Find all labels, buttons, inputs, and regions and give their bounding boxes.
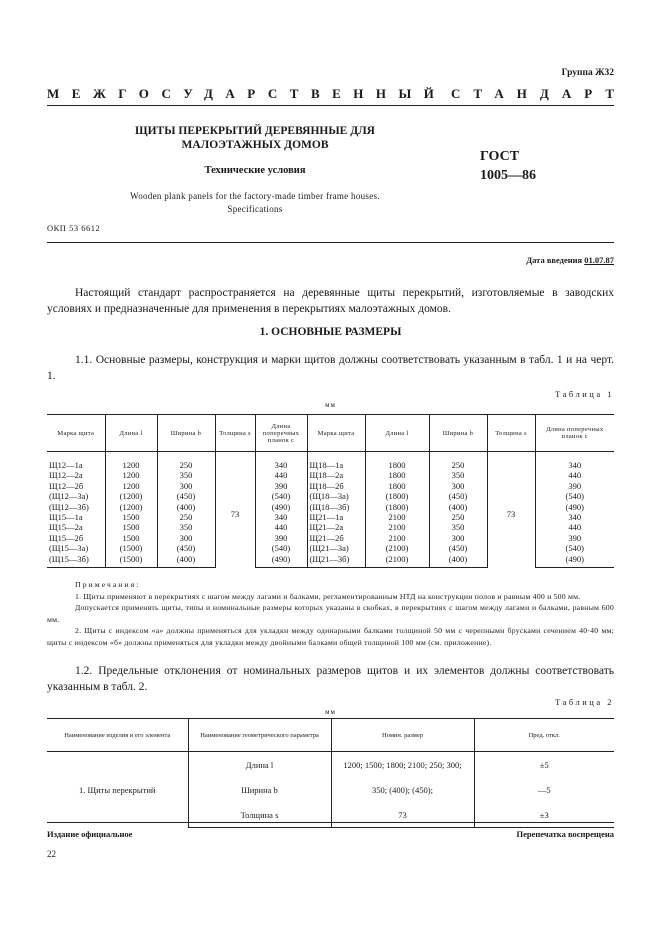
t1-header: Толщина s: [487, 415, 535, 452]
t1-length: 1200: [105, 470, 157, 480]
t1-plank-length: (540): [255, 543, 307, 553]
t1-mark: Щ12—1а: [49, 460, 83, 470]
t1-length: 1200: [105, 481, 157, 491]
banner-left: МЕЖГОСУДАРСТВЕННЫЙ: [47, 86, 447, 101]
t1-plank-length: 340: [535, 452, 614, 471]
t2-param: Ширина b: [188, 777, 331, 802]
t1-mark: Щ15—2б: [49, 532, 84, 543]
t1-plank-length: 390: [535, 533, 614, 543]
t2-header: Наименование геометрического параметра: [188, 719, 331, 752]
document-subtitle: Технические условия: [204, 165, 306, 176]
t1-header: Марка щита: [307, 415, 365, 452]
t1-width: 350: [429, 470, 487, 480]
t1-length: (1200): [105, 491, 157, 501]
t1-length: (1500): [105, 543, 157, 553]
t1-width: 300: [157, 481, 215, 491]
footer-rule: [47, 822, 614, 823]
t2-nominal: 1200; 1500; 1800; 2100; 250; 300;: [331, 752, 474, 778]
t1-header: Толщина s: [215, 415, 255, 452]
table-2-caption: Таблица 2: [555, 697, 614, 707]
t1-width: (400): [157, 554, 215, 568]
header-rule: [47, 105, 614, 106]
group-code: Группа Ж32: [561, 68, 614, 78]
t1-length: 1800: [365, 470, 429, 480]
t1-width: 250: [429, 452, 487, 471]
t1-width: (400): [429, 554, 487, 568]
t1-mark: Щ21—2а: [307, 522, 365, 532]
t1-width: 350: [429, 522, 487, 532]
t1-length: 2100: [365, 533, 429, 543]
introduction-date: [526, 255, 614, 265]
t1-header: Ширина b: [157, 415, 215, 452]
t2-item: 1. Щиты перекрытий: [79, 784, 156, 795]
t1-mark: Щ18—1а: [307, 452, 365, 471]
t1-mark: Щ12—2б: [49, 480, 84, 491]
t1-mark: (Щ15—3б): [47, 554, 105, 568]
t1-plank-length: (540): [535, 491, 614, 501]
t1-plank-length: (490): [255, 502, 307, 512]
banner-right: СТАНДАРТ: [450, 86, 627, 101]
t1-width: 300: [157, 533, 215, 543]
notes-heading: Примечания:: [75, 580, 141, 589]
page-number: 22: [47, 849, 56, 859]
t1-length: 1500: [105, 512, 157, 522]
t1-plank-length: (540): [535, 543, 614, 553]
t1-mark: (Щ18—3б): [307, 502, 365, 512]
t2-tolerance: —5: [474, 777, 614, 802]
t2-nominal: 73: [331, 802, 474, 828]
t1-length: (1500): [105, 554, 157, 568]
t1-mark: (Щ15—3а): [49, 543, 89, 554]
t1-thickness: 73: [487, 452, 535, 568]
t1-plank-length: (490): [255, 554, 307, 568]
t1-width: 300: [429, 533, 487, 543]
t1-length: 1800: [365, 481, 429, 491]
t1-plank-length: 340: [255, 512, 307, 522]
t1-mark: (Щ18—3а): [307, 491, 365, 501]
t1-mark: (Щ21—3а): [307, 543, 365, 553]
t1-width: 250: [157, 452, 215, 471]
english-title-line-1: Wooden plank panels for the factory-made timber frame houses.: [130, 191, 380, 201]
footer-edition: Издание официальное: [47, 829, 133, 839]
t1-mark: (Щ12—3б): [49, 501, 89, 512]
t1-mark: Щ15—2а: [49, 522, 83, 533]
t1-plank-length: 390: [255, 481, 307, 491]
scope-paragraph: Настоящий стандарт распространяется на деревянные щиты перекрытий, изготовляемые в заводских условиях и предназначенные для применения в перекрытиях малоэтажных домов.: [47, 287, 614, 315]
t2-param: Толщина s: [188, 802, 331, 828]
t1-mark: Щ12—2а: [49, 470, 83, 481]
gost-number: [480, 147, 536, 185]
t1-width: 250: [429, 512, 487, 522]
table-1-notes: [47, 579, 614, 649]
footer-reprint: Перепечатка воспрещена: [516, 829, 614, 839]
section-1-heading: 1. ОСНОВНЫЕ РАЗМЕРЫ: [259, 326, 402, 338]
title-line-1: ЩИТЫ ПЕРЕКРЫТИЙ ДЕРЕВЯННЫЕ ДЛЯ: [134, 125, 375, 137]
english-title: [95, 190, 415, 216]
t1-length: (1200): [105, 502, 157, 512]
document-title: [95, 124, 415, 152]
t2-header: Наименование изделия и его элемента: [47, 719, 188, 752]
t1-length: 2100: [365, 522, 429, 532]
t1-width: (450): [429, 543, 487, 553]
t1-length: (2100): [365, 543, 429, 553]
intro-date: 01.07.87: [584, 255, 614, 265]
t1-plank-length: 440: [255, 470, 307, 480]
t1-width: (450): [157, 491, 215, 501]
t1-length: 2100: [365, 512, 429, 522]
t1-mark: Щ21—2б: [307, 533, 365, 543]
t2-param: Длина l: [188, 752, 331, 778]
note-1b: Допускается применять щиты, типы и номинальные размеры которых указаны в скобках, в перекрытиях с шагом между лагами и балками, равным 600 мм.: [47, 603, 614, 624]
t1-header: Длина поперечных планок c: [255, 415, 307, 452]
gost-code: 1005—86: [480, 168, 536, 183]
t1-plank-length: 390: [535, 481, 614, 491]
t1-header: Длина l: [105, 415, 157, 452]
t1-header: Марка щита: [47, 415, 105, 452]
title-rule: [47, 242, 614, 243]
t1-header: Длина l: [365, 415, 429, 452]
t1-plank-length: 340: [535, 512, 614, 522]
t2-tolerance: ±3: [474, 802, 614, 828]
t2-header: Номин. размер: [331, 719, 474, 752]
t1-plank-length: 440: [535, 522, 614, 532]
t1-length: 1500: [105, 522, 157, 532]
note-2: 2. Щиты с индексом «а» должны применяться для укладки между одинарными балками толщиной 50 мм с черепными брусками сечением 40·40 мм; щиты с индексом «б» должны применяться для укладки между двойными балками общей толщиной 100 мм (см. приложение).: [47, 626, 614, 647]
t1-width: 250: [157, 512, 215, 522]
t1-mark: Щ18—2б: [307, 481, 365, 491]
table-row: [47, 452, 614, 471]
t2-header: Пред. откл.: [474, 719, 614, 752]
okp-code: ОКП 53 6612: [47, 223, 101, 233]
note-1: 1. Щиты применяют в перекрытиях с шагом между лагами и балками, регламентированным НТД на конструкции полов и равным 400 и 500 мм.: [75, 591, 581, 601]
t1-mark: Щ15—1а: [49, 512, 83, 523]
t1-length: (1800): [365, 491, 429, 501]
t1-width: (400): [157, 502, 215, 512]
t1-width: (450): [429, 491, 487, 501]
t1-thickness: 73: [215, 452, 255, 568]
t1-width: 300: [429, 481, 487, 491]
table-2: [47, 718, 614, 828]
paragraph-1-2: 1.2. Предельные отклонения от номинальных размеров щитов и их элементов должны соответствовать указанным в табл. 2.: [47, 665, 614, 693]
t1-plank-length: 340: [255, 452, 307, 471]
title-line-2: МАЛОЭТАЖНЫХ ДОМОВ: [181, 139, 329, 151]
table-1: [47, 414, 614, 568]
t1-header: Длина поперечных планок c: [535, 415, 614, 452]
t1-plank-length: 390: [255, 533, 307, 543]
intro-label: Дата введения: [526, 255, 583, 265]
t1-length: 1800: [365, 452, 429, 471]
t2-tolerance: ±5: [474, 752, 614, 778]
table-1-unit: мм: [325, 401, 336, 409]
t2-nominal: 350; (400); (450);: [331, 777, 474, 802]
t1-plank-length: (540): [255, 491, 307, 501]
t1-mark: (Щ12—3а): [49, 491, 89, 502]
t1-width: (400): [429, 502, 487, 512]
t1-length: 1500: [105, 533, 157, 543]
t1-length: 1200: [105, 452, 157, 471]
t1-width: 350: [157, 470, 215, 480]
table-1-caption: Таблица 1: [555, 389, 614, 399]
table-2-unit: мм: [325, 708, 336, 716]
t1-plank-length: 440: [255, 522, 307, 532]
t1-mark: (Щ21—3б): [307, 554, 365, 568]
t1-width: (450): [157, 543, 215, 553]
t1-mark: Щ21—1а: [307, 512, 365, 522]
english-title-line-2: Specifications: [227, 204, 283, 214]
t1-width: 350: [157, 522, 215, 532]
t1-plank-length: 440: [535, 470, 614, 480]
paragraph-1-1: 1.1. Основные размеры, конструкция и марки щитов должны соответствовать указанным в табл. 1 и на черт. 1.: [47, 354, 614, 382]
t1-header: Ширина b: [429, 415, 487, 452]
t1-plank-length: (490): [535, 554, 614, 568]
t1-length: (1800): [365, 502, 429, 512]
t1-plank-length: (490): [535, 502, 614, 512]
standard-banner: [47, 86, 627, 102]
t1-length: (2100): [365, 554, 429, 568]
t1-mark: Щ18—2а: [307, 470, 365, 480]
gost-label: ГОСТ: [480, 149, 520, 164]
